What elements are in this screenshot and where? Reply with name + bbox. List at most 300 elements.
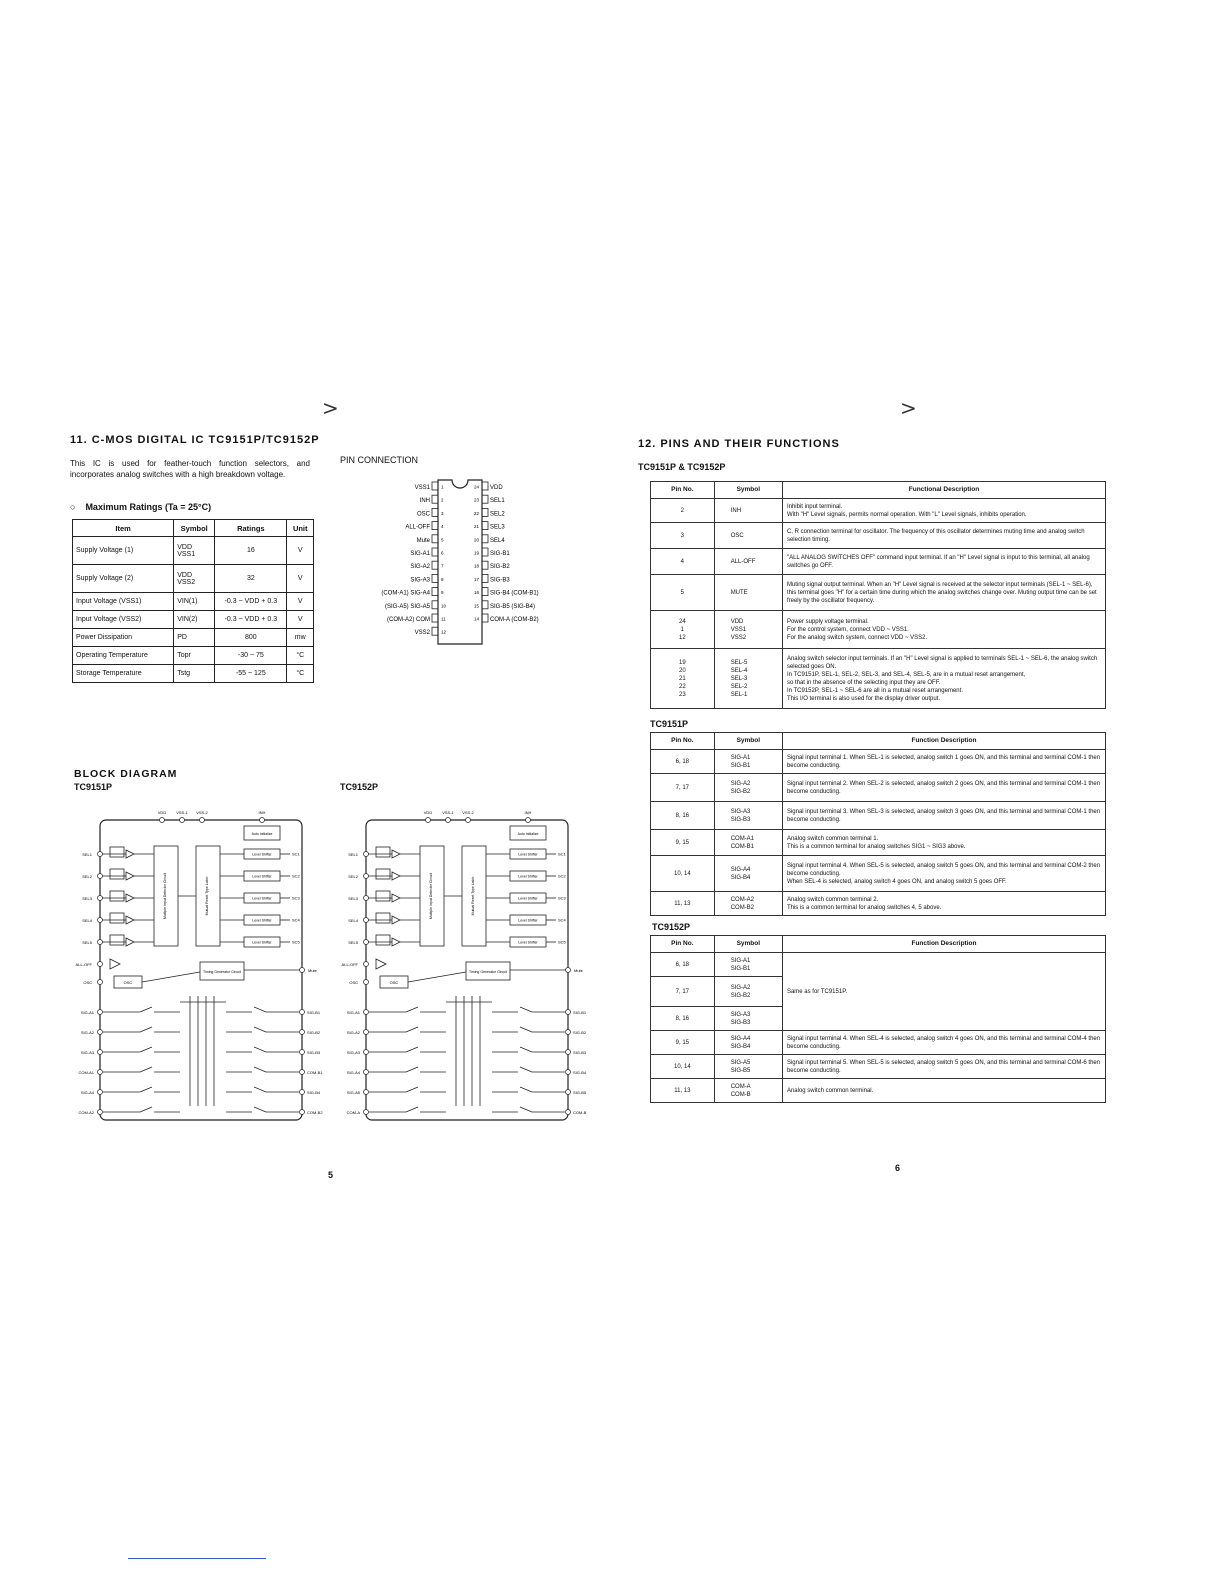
buffer-triangle bbox=[126, 894, 134, 902]
level-shifter-label: Level Shifter bbox=[252, 896, 272, 901]
pin-box bbox=[482, 561, 488, 569]
pin-number: 1 bbox=[441, 484, 444, 490]
buffer-triangle bbox=[392, 850, 400, 858]
sig-b-terminal bbox=[566, 1110, 571, 1115]
ratings-value: 32 bbox=[215, 565, 287, 593]
sig-b-label: COM-B2 bbox=[307, 1110, 323, 1115]
table-row bbox=[651, 499, 1106, 523]
ratings-header: Ratings bbox=[215, 520, 287, 537]
pin-number: 2 bbox=[651, 499, 715, 523]
switch-blade bbox=[520, 1087, 532, 1092]
terminal-circle bbox=[526, 818, 531, 823]
pin-label: SEL3 bbox=[490, 524, 505, 531]
switch-blade bbox=[254, 1047, 266, 1052]
sig-a-label: SIG-A1 bbox=[346, 1010, 360, 1015]
pin-symbol: VDD VSS1 VSS2 bbox=[714, 611, 782, 649]
pin-number: 11, 13 bbox=[651, 892, 715, 916]
pin-description: Analog switch common terminal 1. This is a common terminal for analog switches SIG1 ~ SIG3 above. bbox=[782, 830, 1105, 856]
sig-a-label: SIG-A2 bbox=[80, 1030, 94, 1035]
pin-description: Analog switch common terminal. bbox=[782, 1079, 1105, 1103]
ratings-symbol: Tstg bbox=[174, 665, 215, 683]
supply-label: INH bbox=[258, 810, 266, 815]
switch-blade bbox=[254, 1027, 266, 1032]
buffer-triangle bbox=[126, 938, 134, 946]
table-row bbox=[651, 830, 1106, 856]
ratings-header: Unit bbox=[287, 520, 314, 537]
switch-blade bbox=[140, 1027, 152, 1032]
pin-symbol: COM-A1 COM-B1 bbox=[714, 830, 782, 856]
table-row bbox=[651, 1055, 1106, 1079]
sel-label: SEL3 bbox=[348, 896, 358, 901]
terminal-circle bbox=[260, 818, 265, 823]
terminal-circle bbox=[446, 818, 451, 823]
functions-table-common bbox=[650, 481, 1106, 709]
mutual-reset-latch-label: Mutual Reset Type Latch bbox=[471, 876, 475, 916]
supply-label: VDD bbox=[157, 810, 167, 815]
osc-label: OSC bbox=[83, 980, 92, 985]
block-right-subtitle: TC9152P bbox=[340, 782, 379, 792]
mute-terminal bbox=[566, 968, 571, 973]
pin-number: 5 bbox=[651, 575, 715, 611]
supply-label: VSS-2 bbox=[196, 810, 208, 815]
pin-connection-title: PIN CONNECTION bbox=[340, 455, 419, 465]
sig-a-terminal bbox=[98, 1050, 103, 1055]
pin-number: 7, 17 bbox=[651, 774, 715, 802]
sel-label: SEL2 bbox=[82, 874, 92, 879]
wire bbox=[408, 972, 466, 982]
switch-blade bbox=[140, 1067, 152, 1072]
input-buffer bbox=[376, 847, 390, 857]
block-diagram-tc9151p bbox=[70, 806, 330, 1126]
auto-initialize-label: Auto Initialize bbox=[251, 832, 273, 836]
pin-box bbox=[482, 548, 488, 556]
sig-a-terminal bbox=[364, 1010, 369, 1015]
pin-box bbox=[432, 508, 438, 516]
sig-b-label: SIG-B1 bbox=[573, 1010, 587, 1015]
mutual-reset-latch-label: Mutual Reset Type Latch bbox=[205, 876, 209, 916]
ratings-row bbox=[73, 665, 314, 683]
pin-description: Analog switch selector input terminals. If an "H" Level signal is applied to terminals SEL-1 ~ SEL-6, the analog switch selected goes ON. In TC9151P, SEL-1, SEL-2, SEL-3, and SEL-4, SEL-5, are in a mutual reset arrangement, so that in the absence of the selecting input they are OFF. In TC9152P, SEL-1 ~ SEL-6 are all in a mutual reset arrangement. This I/O terminal is also used for the display driver output. bbox=[782, 649, 1105, 709]
pin-box bbox=[482, 535, 488, 543]
pin-box bbox=[432, 495, 438, 503]
ratings-title: Maximum Ratings (Ta = 25°C) bbox=[85, 502, 212, 512]
pin-symbol: SIG-A1 SIG-B1 bbox=[714, 750, 782, 774]
ratings-row bbox=[73, 611, 314, 629]
sig-b-terminal bbox=[566, 1070, 571, 1075]
ratings-symbol: PD bbox=[174, 629, 215, 647]
pin-number: 11 bbox=[441, 616, 446, 622]
pin-number: 11, 13 bbox=[651, 1079, 715, 1103]
ratings-row bbox=[73, 647, 314, 665]
sig-a-terminal bbox=[364, 1090, 369, 1095]
pin-symbol: ALL-OFF bbox=[714, 549, 782, 575]
pin-box bbox=[482, 508, 488, 516]
pin-number: 19 20 21 22 23 bbox=[651, 649, 715, 709]
input-buffer bbox=[110, 869, 124, 879]
pin-symbol: SIG-A2 SIG-B2 bbox=[714, 774, 782, 802]
ratings-item: Storage Temperature bbox=[73, 665, 174, 683]
pin-description: Signal input terminal 3. When SEL-3 is selected, analog switch 3 goes ON, and this terminal and terminal COM-1 then become conducting. bbox=[782, 802, 1105, 830]
buffer-triangle bbox=[126, 872, 134, 880]
ratings-symbol: VIN(2) bbox=[174, 611, 215, 629]
input-buffer bbox=[110, 913, 124, 923]
pin-label: Mute bbox=[416, 537, 430, 544]
sel-label: SEL4 bbox=[82, 918, 92, 923]
pin-description: Muting signal output terminal. When an "H" Level signal is received at the selector input terminals (SEL-1 ~ SEL-6), this terminal goes "H" for a certain time during which the analog switches change over. Muting output time can be set freely by the oscillator frequency. bbox=[782, 575, 1105, 611]
pin-label: VSS2 bbox=[414, 630, 430, 637]
input-buffer bbox=[110, 891, 124, 901]
block-left-subtitle: TC9151P bbox=[74, 782, 113, 792]
table-header: Symbol bbox=[714, 733, 782, 750]
sig-a-terminal bbox=[364, 1110, 369, 1115]
pin-number: 4 bbox=[441, 524, 444, 530]
table1-label: TC9151P & TC9152P bbox=[638, 462, 726, 472]
pin-box bbox=[482, 522, 488, 530]
supply-label: VSS-2 bbox=[462, 810, 474, 815]
ratings-value: -0.3 ~ VDD + 0.3 bbox=[215, 611, 287, 629]
ratings-row bbox=[73, 537, 314, 565]
table-row bbox=[651, 856, 1106, 892]
all-off-buffer bbox=[110, 959, 120, 969]
buffer-triangle bbox=[392, 872, 400, 880]
sig-b-label: SIG-B3 bbox=[307, 1050, 321, 1055]
sig-b-label: COM-B bbox=[573, 1110, 587, 1115]
pin-box bbox=[482, 588, 488, 596]
sig-a-terminal bbox=[364, 1050, 369, 1055]
table-row bbox=[651, 1079, 1106, 1103]
sel-terminal bbox=[98, 918, 103, 923]
sc-label: SC5 bbox=[558, 939, 566, 945]
pin-symbol: SIG-A3 SIG-B3 bbox=[714, 802, 782, 830]
sig-a-terminal bbox=[98, 1110, 103, 1115]
auto-initialize-label: Auto Initialize bbox=[517, 832, 539, 836]
pin-label: SEL4 bbox=[490, 537, 505, 544]
buffer-triangle bbox=[126, 916, 134, 924]
sig-b-terminal bbox=[300, 1050, 305, 1055]
all-off-buffer bbox=[376, 959, 386, 969]
sel-label: SEL5 bbox=[348, 940, 358, 945]
pin-description: Signal input terminal 4. When SEL-4 is selected, analog switch 4 goes ON, and this terminal and terminal COM-4 then become conducting. bbox=[782, 1031, 1105, 1055]
pin-label: COM-A (COM-B2) bbox=[490, 617, 539, 623]
sig-a-terminal bbox=[364, 1070, 369, 1075]
pin-description: Signal input terminal 1. When SEL-1 is selected, analog switch 1 goes ON, and this terminal and terminal COM-1 then become conducting. bbox=[782, 750, 1105, 774]
input-buffer bbox=[376, 913, 390, 923]
functions-table-tc9152p bbox=[650, 935, 1106, 1103]
pin-number: 9 bbox=[441, 590, 444, 596]
sel-terminal bbox=[98, 874, 103, 879]
pin-number: 7 bbox=[441, 563, 444, 569]
pin-label: VSS1 bbox=[414, 485, 430, 491]
buffer-triangle bbox=[392, 894, 400, 902]
sig-b-terminal bbox=[566, 1050, 571, 1055]
pin-box bbox=[482, 482, 488, 490]
input-buffer bbox=[110, 935, 124, 945]
pin-box bbox=[482, 574, 488, 582]
sel-terminal bbox=[98, 852, 103, 857]
ratings-value: 800 bbox=[215, 629, 287, 647]
table-row bbox=[651, 523, 1106, 549]
pin-label: SIG-B3 bbox=[490, 577, 510, 584]
ratings-row bbox=[73, 593, 314, 611]
pin-label: (SIG-A5) SIG-A5 bbox=[384, 603, 430, 610]
ratings-value: 16 bbox=[215, 537, 287, 565]
osc-block-label: OSC bbox=[389, 980, 399, 985]
sc-label: SC5 bbox=[292, 939, 300, 945]
switch-blade bbox=[254, 1007, 266, 1012]
switch-blade bbox=[254, 1107, 266, 1112]
pin-symbol: SIG-A4 SIG-B4 bbox=[714, 1031, 782, 1055]
switch-blade bbox=[520, 1067, 532, 1072]
sig-b-label: SIG-B5 bbox=[573, 1090, 587, 1095]
pin-number: 4 bbox=[651, 549, 715, 575]
ratings-bullet: ○ bbox=[70, 502, 76, 512]
ratings-item: Supply Voltage (1) bbox=[73, 537, 174, 565]
pin-symbol: INH bbox=[714, 499, 782, 523]
pin-label: SIG-A2 bbox=[410, 564, 430, 571]
pin-number: 23 bbox=[473, 497, 479, 503]
section-title-11: 11. C-MOS DIGITAL IC TC9151P/TC9152P bbox=[70, 434, 320, 446]
osc-terminal bbox=[98, 980, 103, 985]
pin-number: 17 bbox=[473, 576, 479, 582]
sig-a-label: SIG-A2 bbox=[346, 1030, 360, 1035]
sc-label: SC1 bbox=[558, 851, 566, 857]
pin-number: 22 bbox=[473, 510, 479, 516]
table-row bbox=[651, 575, 1106, 611]
pin-number: 9, 15 bbox=[651, 1031, 715, 1055]
pin-number: 15 bbox=[473, 603, 479, 609]
level-shifter-label: Level Shifter bbox=[252, 940, 272, 945]
table-header: Pin No. bbox=[651, 482, 715, 499]
pin-connection-diagram bbox=[340, 474, 590, 654]
terminal-circle bbox=[200, 818, 205, 823]
ratings-unit: mw bbox=[287, 629, 314, 647]
switch-blade bbox=[406, 1107, 418, 1112]
pin-label: SIG-B4 (COM-B1) bbox=[490, 590, 539, 597]
ratings-item: Input Voltage (VSS1) bbox=[73, 593, 174, 611]
pin-box bbox=[432, 522, 438, 530]
pin-label: SIG-B2 bbox=[490, 564, 510, 571]
pin-description: Signal input terminal 5. When SEL-5 is selected, analog switch 5 goes ON, and this terminal and terminal COM-6 then become conducting. bbox=[782, 1055, 1105, 1079]
ratings-header: Symbol bbox=[174, 520, 215, 537]
pin-number: 8, 16 bbox=[651, 1007, 715, 1031]
pin-label: OSC bbox=[416, 511, 430, 518]
switch-blade bbox=[406, 1047, 418, 1052]
sig-b-terminal bbox=[566, 1010, 571, 1015]
pin-description: C, R connection terminal for oscillator. The frequency of this oscillator determines muting time and analog switch selection timing. bbox=[782, 523, 1105, 549]
sig-a-terminal bbox=[98, 1070, 103, 1075]
level-shifter-label: Level Shifter bbox=[518, 940, 538, 945]
osc-block-label: OSC bbox=[123, 980, 133, 985]
sc-label: SC3 bbox=[292, 895, 300, 901]
pin-symbol: SEL-5 SEL-4 SEL-3 SEL-2 SEL-1 bbox=[714, 649, 782, 709]
sig-a-label: SIG-A4 bbox=[80, 1090, 94, 1095]
pin-number: 6, 18 bbox=[651, 750, 715, 774]
block-diagram-title: BLOCK DIAGRAM bbox=[74, 768, 178, 780]
sel-label: SEL5 bbox=[82, 940, 92, 945]
ratings-unit: V bbox=[287, 537, 314, 565]
sig-b-label: SIG-B3 bbox=[573, 1050, 587, 1055]
pin-number: 24 bbox=[473, 484, 479, 490]
table-header: Function Description bbox=[782, 936, 1105, 953]
level-shifter-label: Level Shifter bbox=[518, 874, 538, 879]
pin-symbol: SIG-A4 SIG-B4 bbox=[714, 856, 782, 892]
pin-box bbox=[432, 588, 438, 596]
sig-a-label: SIG-A3 bbox=[346, 1050, 360, 1055]
table-header: Function Description bbox=[782, 733, 1105, 750]
switch-blade bbox=[520, 1107, 532, 1112]
sig-a-terminal bbox=[98, 1090, 103, 1095]
pin-symbol: SIG-A5 SIG-B5 bbox=[714, 1055, 782, 1079]
functions-table-tc9151p bbox=[650, 732, 1106, 916]
input-buffer bbox=[376, 891, 390, 901]
sc-label: SC4 bbox=[292, 917, 300, 923]
sig-a-terminal bbox=[98, 1010, 103, 1015]
pin-number: 20 bbox=[473, 537, 479, 543]
sel-label: SEL2 bbox=[348, 874, 358, 879]
buffer-triangle bbox=[392, 916, 400, 924]
terminal-circle bbox=[160, 818, 165, 823]
table-row bbox=[651, 1031, 1106, 1055]
ratings-row bbox=[73, 565, 314, 593]
switch-blade bbox=[140, 1047, 152, 1052]
osc-label: OSC bbox=[349, 980, 358, 985]
mute-terminal bbox=[300, 968, 305, 973]
pin-description: "ALL ANALOG SWITCHES OFF" command input terminal. If an "H" Level signal is input to this terminal, all analog switches go OFF. bbox=[782, 549, 1105, 575]
pin-box bbox=[432, 574, 438, 582]
pin-number: 9, 15 bbox=[651, 830, 715, 856]
sig-b-label: SIG-B4 bbox=[573, 1070, 587, 1075]
pin-symbol: SIG-A3 SIG-B3 bbox=[714, 1007, 782, 1031]
sel-label: SEL1 bbox=[348, 852, 358, 857]
sig-b-label: SIG-B2 bbox=[307, 1030, 321, 1035]
table-header: Pin No. bbox=[651, 936, 715, 953]
pin-label: SIG-B5 (SIG-B4) bbox=[490, 603, 536, 610]
input-buffer bbox=[376, 869, 390, 879]
ratings-symbol: VDD VSS1 bbox=[174, 537, 215, 565]
sig-a-label: SIG-A1 bbox=[80, 1010, 94, 1015]
pin-box bbox=[482, 614, 488, 622]
sig-b-label: COM-B1 bbox=[307, 1070, 323, 1075]
page-mark-left: > bbox=[322, 396, 339, 420]
pin-label: INH bbox=[419, 498, 430, 505]
pin-number: 6, 18 bbox=[651, 953, 715, 977]
pin-number: 2 bbox=[441, 497, 444, 503]
mute-label: Mute bbox=[574, 968, 583, 973]
page-number-left: 5 bbox=[328, 1170, 334, 1180]
sig-b-terminal bbox=[566, 1090, 571, 1095]
pin-number: 10, 14 bbox=[651, 1055, 715, 1079]
terminal-circle bbox=[466, 818, 471, 823]
pin-number: 21 bbox=[473, 524, 479, 530]
mute-label: Mute bbox=[308, 968, 317, 973]
pin-number: 10, 14 bbox=[651, 856, 715, 892]
ratings-item: Power Dissipation bbox=[73, 629, 174, 647]
pin-symbol: COM-A2 COM-B2 bbox=[714, 892, 782, 916]
switch-blade bbox=[140, 1007, 152, 1012]
table-header: Symbol bbox=[714, 482, 782, 499]
sc-label: SC1 bbox=[292, 851, 300, 857]
ratings-table bbox=[72, 519, 314, 683]
switch-blade bbox=[254, 1087, 266, 1092]
table-row bbox=[651, 774, 1106, 802]
ratings-unit: V bbox=[287, 565, 314, 593]
switch-blade bbox=[406, 1007, 418, 1012]
pin-number: 3 bbox=[651, 523, 715, 549]
ratings-unit: °C bbox=[287, 665, 314, 683]
pin-number: 8 bbox=[441, 576, 444, 582]
pin-number: 24 1 12 bbox=[651, 611, 715, 649]
pin-number: 18 bbox=[473, 563, 479, 569]
terminal-circle bbox=[426, 818, 431, 823]
sel-terminal bbox=[364, 874, 369, 879]
timing-generator-label: Timing Generator Circuit bbox=[203, 970, 241, 974]
supply-label: VDD bbox=[423, 810, 433, 815]
sc-label: SC2 bbox=[292, 873, 300, 879]
pin-symbol: OSC bbox=[714, 523, 782, 549]
pin-box bbox=[432, 627, 438, 635]
ratings-unit: °C bbox=[287, 647, 314, 665]
switch-blade bbox=[140, 1087, 152, 1092]
bottom-rule bbox=[128, 1558, 266, 1559]
level-shifter-label: Level Shifter bbox=[252, 852, 272, 857]
table-row bbox=[651, 649, 1106, 709]
pin-description: Signal input terminal 2. When SEL-2 is selected, analog switch 2 goes ON, and this terminal and terminal COM-1 then become conducting. bbox=[782, 774, 1105, 802]
pin-label: SIG-A1 bbox=[410, 551, 430, 557]
sig-a-label: COM-A bbox=[346, 1110, 360, 1115]
sel-label: SEL1 bbox=[82, 852, 92, 857]
pin-box bbox=[482, 495, 488, 503]
pin-box bbox=[432, 548, 438, 556]
all-off-terminal bbox=[98, 962, 103, 967]
table-header: Functional Description bbox=[782, 482, 1105, 499]
table-row bbox=[651, 750, 1106, 774]
intro-paragraph: This IC is used for feather-touch function selectors, and incorporates analog switches with a high breakdown voltage. bbox=[70, 459, 310, 479]
pin-box bbox=[432, 601, 438, 609]
multiple-input-detector-label: Multiple Input Detector Circuit bbox=[163, 873, 167, 919]
block-diagram-tc9152p bbox=[336, 806, 596, 1126]
pin-number: 6 bbox=[441, 550, 444, 556]
switch-blade bbox=[406, 1027, 418, 1032]
pin-box bbox=[432, 482, 438, 490]
sel-label: SEL4 bbox=[348, 918, 358, 923]
pin-box bbox=[432, 535, 438, 543]
ratings-header: Item bbox=[73, 520, 174, 537]
table2-label: TC9151P bbox=[650, 719, 689, 729]
sig-a-label: SIG-A5 bbox=[346, 1090, 360, 1095]
sc-label: SC3 bbox=[558, 895, 566, 901]
buffer-triangle bbox=[392, 938, 400, 946]
sel-terminal bbox=[98, 940, 103, 945]
sig-b-terminal bbox=[566, 1030, 571, 1035]
terminal-circle bbox=[180, 818, 185, 823]
pin-symbol: MUTE bbox=[714, 575, 782, 611]
level-shifter-label: Level Shifter bbox=[252, 874, 272, 879]
sig-b-label: SIG-B4 bbox=[307, 1090, 321, 1095]
buffer-triangle bbox=[126, 850, 134, 858]
pin-number: 14 bbox=[473, 616, 479, 622]
wire bbox=[142, 972, 200, 982]
pin-box bbox=[432, 561, 438, 569]
ratings-symbol: VIN(1) bbox=[174, 593, 215, 611]
pin-number: 10 bbox=[441, 603, 447, 609]
all-off-label: ALL-OFF bbox=[75, 962, 92, 967]
input-buffer bbox=[110, 847, 124, 857]
sel-terminal bbox=[364, 918, 369, 923]
sig-b-terminal bbox=[300, 1030, 305, 1035]
pin-number: 5 bbox=[441, 537, 444, 543]
table-header: Pin No. bbox=[651, 733, 715, 750]
sig-a-label: SIG-A3 bbox=[80, 1050, 94, 1055]
